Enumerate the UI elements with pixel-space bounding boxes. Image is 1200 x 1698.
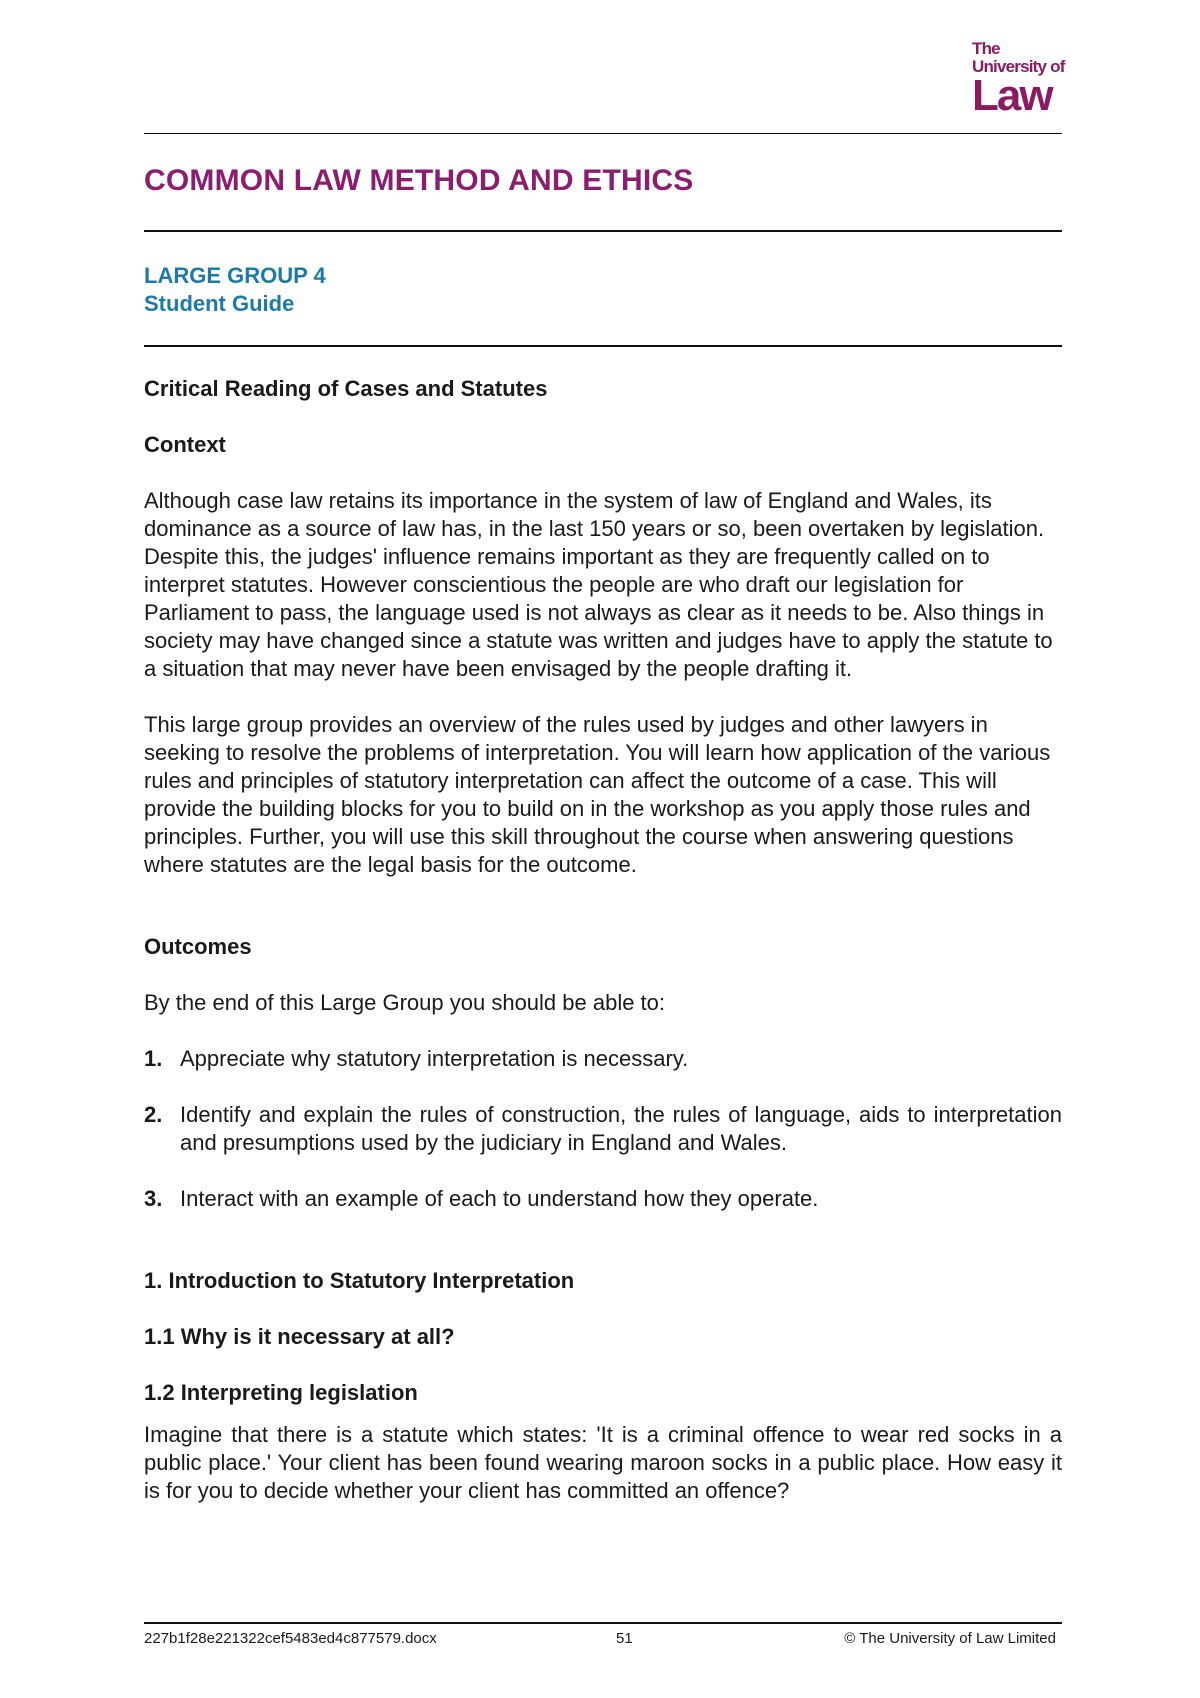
subtitle-block xyxy=(144,262,326,318)
document-body xyxy=(144,375,1062,1505)
footer-copyright: © The University of Law Limited xyxy=(844,1630,1056,1647)
logo-line-law: Law xyxy=(972,71,1052,120)
title-divider xyxy=(144,230,1062,232)
list-item-number: 3. xyxy=(144,1186,163,1211)
list-item-text: Identify and explain the rules of construction, the rules of language, aids to interpretation and presumptions used by the judiciary in England and Wales. xyxy=(180,1102,1062,1155)
list-item-number: 2. xyxy=(144,1102,163,1127)
subtitle-divider xyxy=(144,345,1062,347)
list-item xyxy=(144,1101,1062,1157)
large-group-label: LARGE GROUP 4 xyxy=(144,263,326,288)
outcomes-intro: By the end of this Large Group you should be able to: xyxy=(144,990,666,1015)
footer-page-number: 51 xyxy=(616,1630,633,1647)
list-item-text: Interact with an example of each to understand how they operate. xyxy=(180,1186,819,1211)
outcomes-list xyxy=(144,1045,1062,1213)
section-heading: Critical Reading of Cases and Statutes xyxy=(144,376,548,401)
page-footer xyxy=(144,1630,1062,1650)
footer-filename: 227b1f28e221322cef5483ed4c877579.docx xyxy=(144,1630,437,1647)
list-item-number: 1. xyxy=(144,1046,163,1071)
list-item xyxy=(144,1185,1062,1213)
page-title: COMMON LAW METHOD AND ETHICS xyxy=(144,164,694,197)
header-divider xyxy=(144,133,1062,134)
context-paragraph-2: This large group provides an overview of the rules used by judges and other lawyers in seeking to resolve the problems of interpretation. You will learn how application of the various rules and principles of statutory interpretation can affect the outcome of a case. This will provide the building blocks for you to build on in the workshop as you apply those rules and principles. Further, you will use this skill throughout the course when answering questions where statutes are the legal basis for the outcome. xyxy=(144,712,1051,877)
list-item-text: Appreciate why statutory interpretation is necessary. xyxy=(180,1046,689,1071)
intro-heading: 1. Introduction to Statutory Interpretation xyxy=(144,1268,575,1293)
logo-line-the: The xyxy=(972,39,1000,58)
list-item xyxy=(144,1045,1062,1073)
university-of-law-logo xyxy=(972,39,1072,120)
interpreting-heading: 1.2 Interpreting legislation xyxy=(144,1380,418,1405)
context-heading: Context xyxy=(144,432,226,457)
footer-divider xyxy=(144,1622,1062,1624)
interpreting-paragraph: Imagine that there is a statute which states: 'It is a criminal offence to wear red socks in a public place.' Your client has been found wearing maroon socks in a public place. How easy it is for you to decide whether your client has committed an offence? xyxy=(144,1422,1062,1503)
outcomes-heading: Outcomes xyxy=(144,934,252,959)
context-paragraph-1: Although case law retains its importance in the system of law of England and Wales, its dominance as a source of law has, in the last 150 years or so, been overtaken by legislation. Despite this, the judges' influence remains important as they are frequently called on to interpret statutes. However conscientious the people are who draft our legislation for Parliament to pass, the language used is not always as clear as it needs to be. Also things in society may have changed since a statute was written and judges have to apply the statute to a situation that may never have been envisaged by the people drafting it. xyxy=(144,488,1053,681)
student-guide-label: Student Guide xyxy=(144,291,295,316)
logo-line-university-of: University of xyxy=(972,57,1065,76)
why-heading: 1.1 Why is it necessary at all? xyxy=(144,1324,455,1349)
